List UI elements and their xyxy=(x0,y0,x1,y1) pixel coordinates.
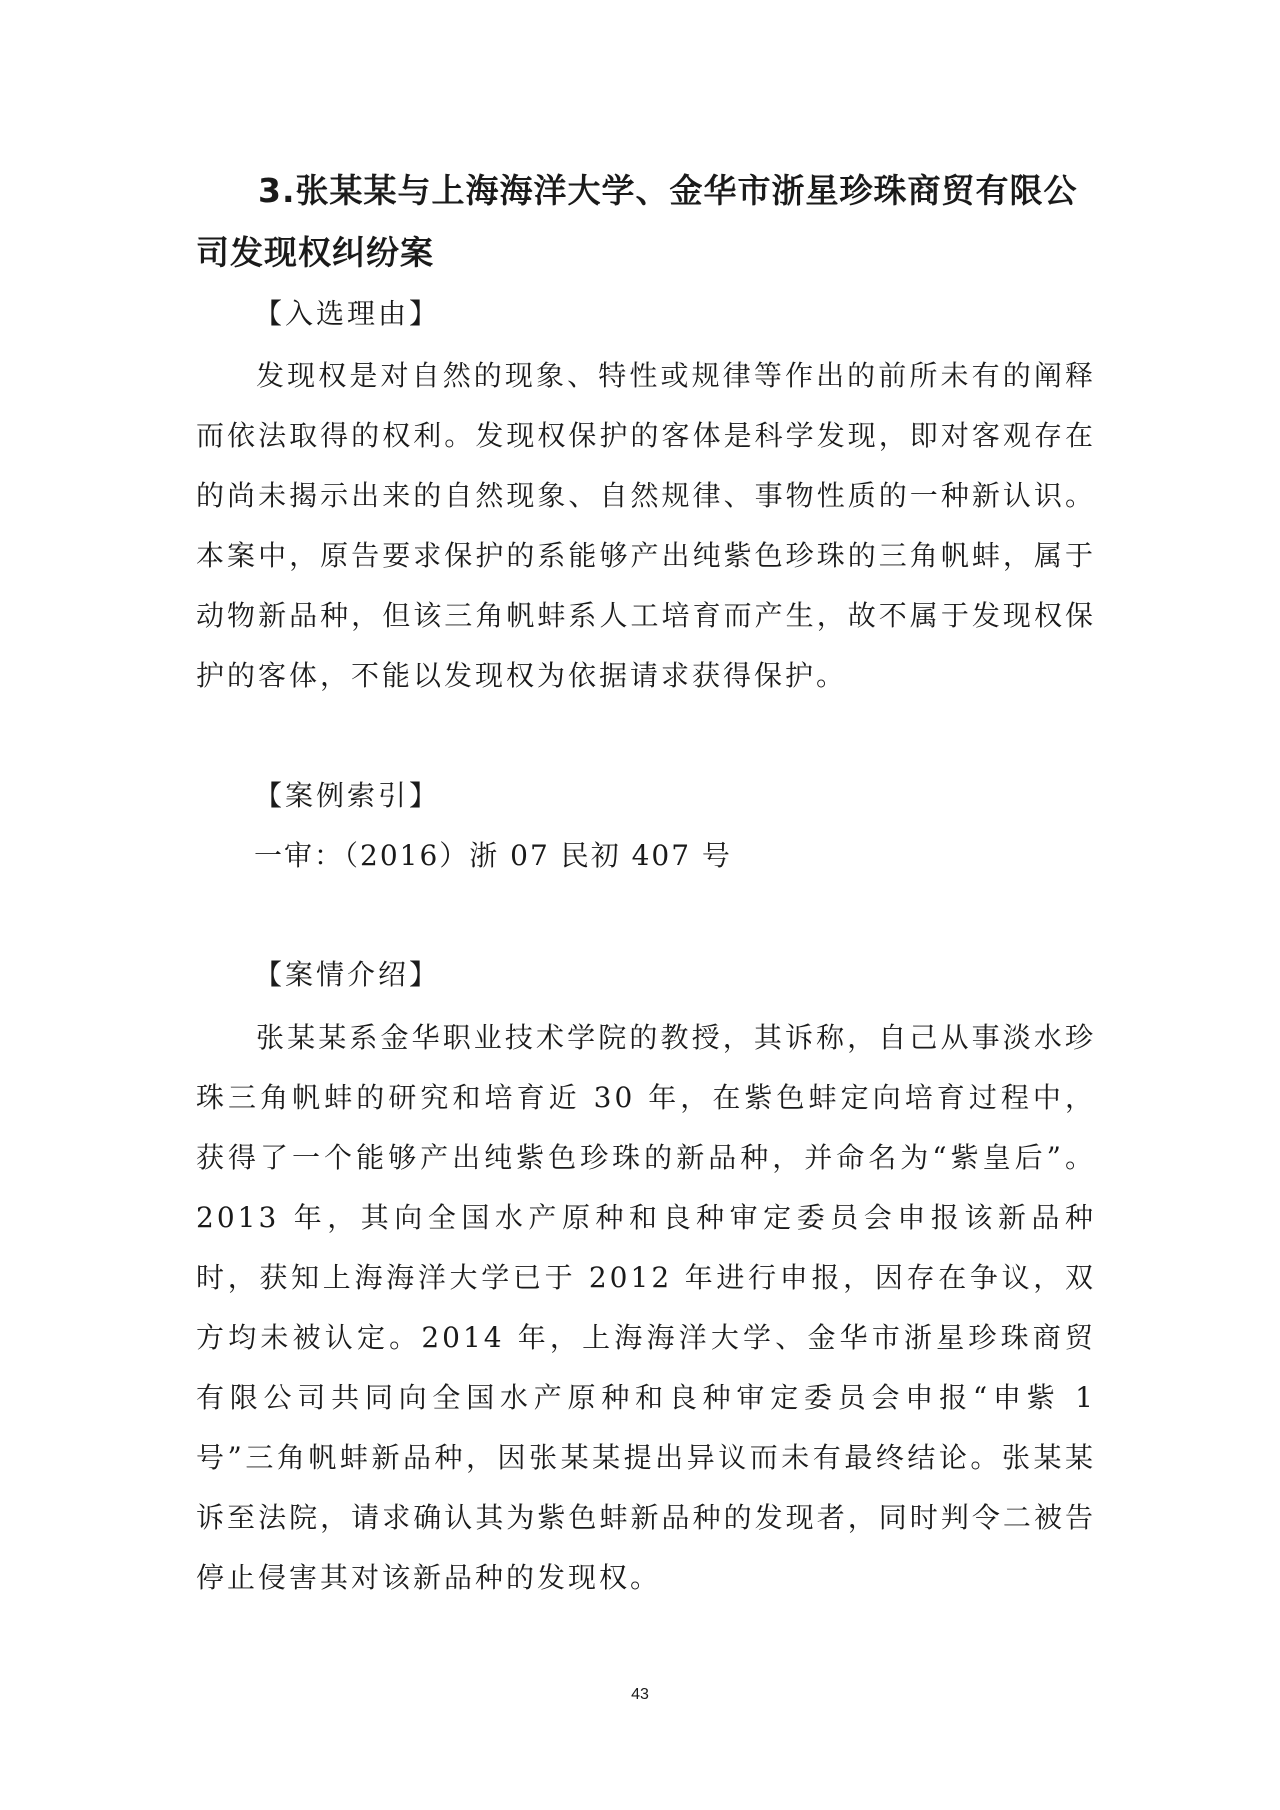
case-facts-paragraph: 张某某系金华职业技术学院的教授，其诉称，自己从事淡水珍珠三角帆蚌的研究和培育近 30 年，在紫色蚌定向培育过程中，获得了一个能够产出纯紫色珍珠的新品种，并命名为“紫皇后”。2013 年，其向全国水产原种和良种审定委员会申报该新品种时，获知上海海洋大学已于 2012 年进行申报，因存在争议，双方均未被认定。2014 年，上海海洋大学、金华市浙星珍珠商贸有限公司共同向全国水产原种和良种审定委员会申报“申紫 1 号”三角帆蚌新品种，因张某某提出异议而未有最终结论。张某某诉至法院，请求确认其为紫色蚌新品种的发现者，同时判令二被告停止侵害其对该新品种的发现权。 xyxy=(196,1021,1096,1594)
case-index-heading: 【案例索引】 xyxy=(254,779,441,812)
case-facts-heading: 【案情介绍】 xyxy=(254,958,441,991)
reason-paragraph: 发现权是对自然的现象、特性或规律等作出的前所未有的阐释而依法取得的权利。发现权保护的客体是科学发现，即对客观存在的尚未揭示出来的自然现象、自然规律、事物性质的一种新认识。本案中，原告要求保护的系能够产出纯紫色珍珠的三角帆蚌，属于动物新品种，但该三角帆蚌系人工培育而产生，故不属于发现权保护的客体，不能以发现权为依据请求获得保护。 xyxy=(196,359,1096,692)
page-number: 43 xyxy=(631,1686,649,1703)
case-title: 3.张某某与上海海洋大学、金华市浙星珍珠商贸有限公司发现权纠纷案 xyxy=(196,171,1078,272)
reason-heading: 【入选理由】 xyxy=(254,297,441,330)
first-instance-reference: 一审：（2016）浙 07 民初 407 号 xyxy=(254,839,732,872)
